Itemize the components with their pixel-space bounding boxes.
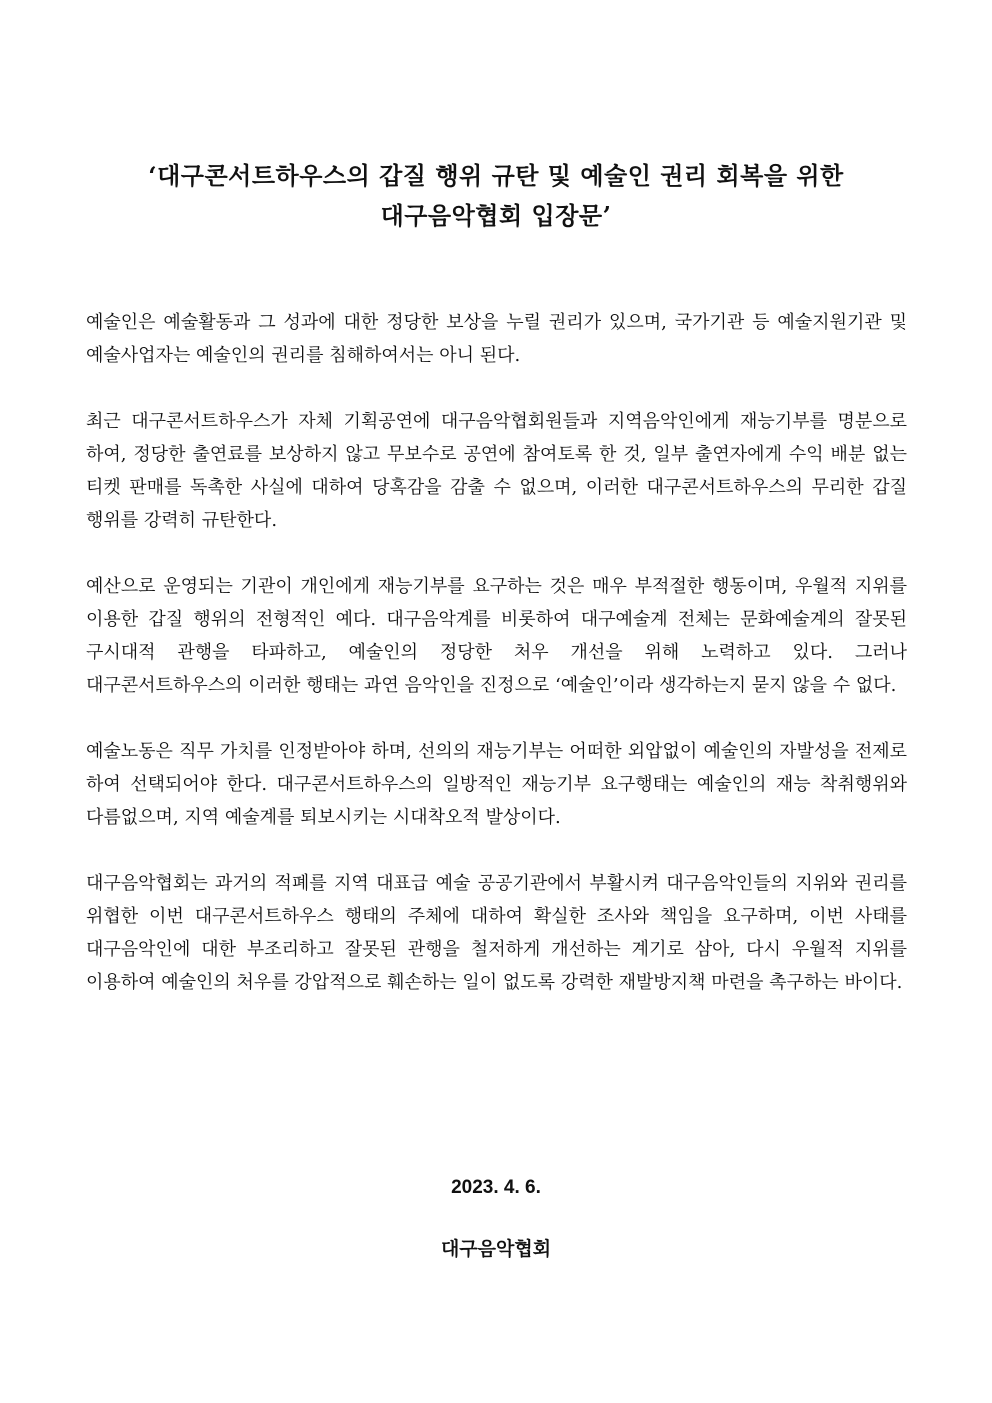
paragraph-3: 예산으로 운영되는 기관이 개인에게 재능기부를 요구하는 것은 매우 부적절한 행동이며, 우월적 지위를 이용한 갑질 행위의 전형적인 예다. 대구음악계를 비롯하여 대구예술계 전체는 문화예술계의 잘못된 구시대적 관행을 타파하고, 예술인의 정당한 처우 개선을 위해 노력하고 있다. 그러나 대구콘서트하우스의 이러한 행태는 과연 음악인을 진정으로 ‘예술인’이라 생각하는지 묻지 않을 수 없다.: [86, 576, 907, 696]
title-line-1: ‘대구콘서트하우스의 갑질 행위 규탄 및 예술인 권리 회복을 위한: [148, 161, 844, 190]
paragraph-2: 최근 대구콘서트하우스가 자체 기획공연에 대구음악협회원들과 지역음악인에게 재능기부를 명분으로 하여, 정당한 출연료를 보상하지 않고 무보수로 공연에 참여토록 한 것, 일부 출연자에게 수익 배분 없는 티켓 판매를 독촉한 사실에 대하여 당혹감을 감출 수 없으며, 이러한 대구콘서트하우스의 무리한 갑질 행위를 강력히 규탄한다.: [86, 411, 907, 531]
signing-organization: 대구음악협회: [440, 1238, 552, 1260]
paragraph-1: 예술인은 예술활동과 그 성과에 대한 정당한 보상을 누릴 권리가 있으며, 국가기관 등 예술지원기관 및 예술사업자는 예술인의 권리를 침해하여서는 아니 된다.: [86, 312, 907, 366]
title-line-2: 대구음악협회 입장문’: [380, 201, 612, 230]
document-date: 2023. 4. 6.: [451, 1177, 541, 1198]
paragraph-5: 대구음악협회는 과거의 적폐를 지역 대표급 예술 공공기관에서 부활시켜 대구음악인들의 지위와 권리를 위협한 이번 대구콘서트하우스 행태의 주체에 대하여 확실한 조사와 책임을 요구하며, 이번 사태를 대구음악인에 대한 부조리하고 잘못된 관행을 철저하게 개선하는 계기로 삼아, 다시 우월적 지위를 이용하여 예술인의 처우를 강압적으로 훼손하는 일이 없도록 강력한 재발방지책 마련을 촉구하는 바이다.: [86, 873, 907, 993]
document-title: [80, 156, 912, 236]
document-body: [86, 306, 907, 1032]
paragraph-4: 예술노동은 직무 가치를 인정받아야 하며, 선의의 재능기부는 어떠한 외압없이 예술인의 자발성을 전제로 하여 선택되어야 한다. 대구콘서트하우스의 일방적인 재능기부 요구행태는 예술인의 재능 착취행위와 다름없으며, 지역 예술계를 퇴보시키는 시대착오적 발상이다.: [86, 741, 907, 828]
